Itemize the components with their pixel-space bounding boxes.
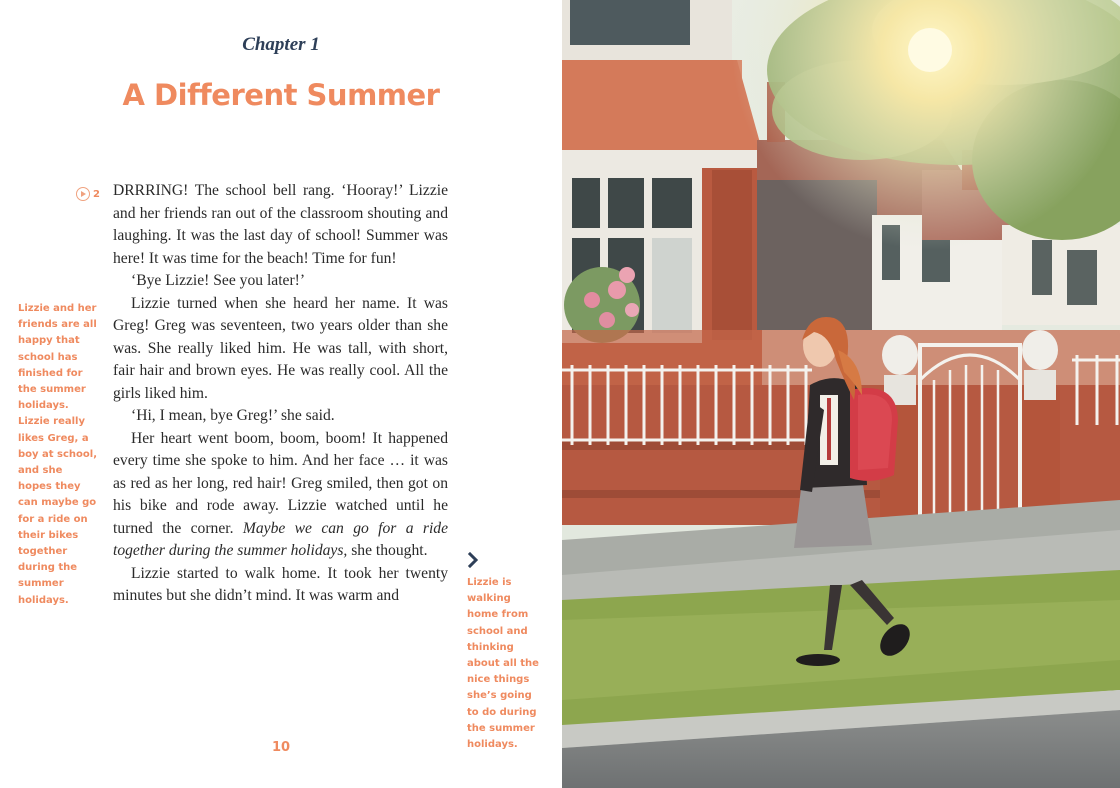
paragraph-text: Her heart went boom, boom, boom! It happened every time she spoke to him. And her face … it was as red as her long, red hair! Greg smiled, then got on his bike and rode away. Lizzie watched until he turned the corner. [113,429,448,537]
chevron-right-icon [466,552,482,568]
story-illustration [562,0,1120,788]
margin-gloss-right: Lizzie is walking home from school and thinking about all the nice things she’s going to do during the summer holidays. [467,577,539,751]
paragraph: ‘Bye Lizzie! See you later!’ [131,272,306,289]
page-number: 10 [271,740,291,755]
margin-gloss-left: Lizzie and her friends are all happy that school has finished for the summer holidays. Lizzie really likes Greg, a boy at school, and she hopes they can maybe go for a ride on their bikes together during the summer holidays. [18,303,98,606]
paragraph: ‘Hi, I mean, bye Greg!’ she said. [131,407,335,424]
audio-track-number: 2 [93,188,100,200]
paragraph: Lizzie started to walk home. It took her twenty minutes but she didn’t mind. It was warm and [113,564,448,604]
story-text [113,180,448,608]
chapter-title: A Different Summer [122,78,440,112]
audio-track-marker[interactable] [76,187,100,201]
audio-play-icon[interactable] [76,187,90,201]
paragraph: DRRRING! The school bell rang. ‘Hooray!’ Lizzie and her friends ran out of the classroom shouting and laughing. It was the last day of school! Summer was here! It was time for the beach! Time for fun! [113,182,448,267]
paragraph-text: she thought. [351,542,428,559]
paragraph [113,428,448,563]
paragraph: Lizzie turned when she heard her name. It was Greg! Greg was seventeen, two years older than she was. She really liked him. He was tall, with short, fair hair and brown eyes. He was really cool. All the girls liked him. [113,294,448,402]
illustration-girl-walking-home [562,0,1120,788]
paragraph-italic-thought: Maybe we can go for a ride together during the summer holidays, [113,519,449,559]
chapter-label: Chapter 1 [242,34,320,55]
